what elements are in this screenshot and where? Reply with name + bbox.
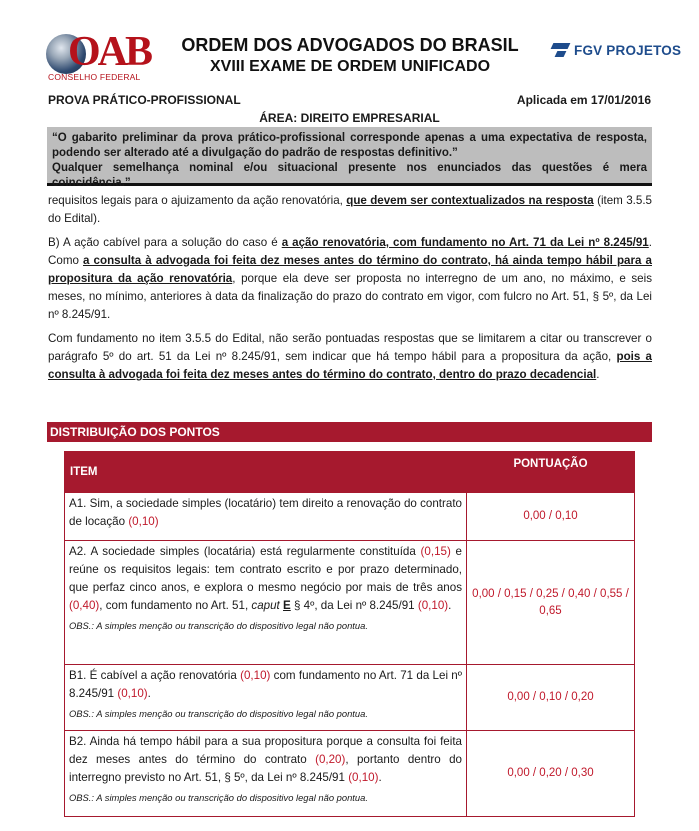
item-score: (0,40) [69, 599, 100, 612]
table-header-row [65, 452, 635, 493]
item-cell-a1 [65, 493, 467, 541]
item-cell-b1 [65, 665, 467, 731]
paragraph-requisitos [48, 192, 652, 228]
paragraph-text: Com fundamento no item 3.5.5 do Edital, não serão pontuadas respostas que se limitarem a citar ou transcrever o parágrafo 5º do art. 51 da Lei nº 8.245/91, sem indicar que há tempo hábil para a propositura da ação, [48, 332, 652, 363]
paragraph-emphasis: a consulta à advogada foi feita dez meses antes do término do contrato, há ainda tempo hábil para a propositura da ação renovatória [48, 254, 652, 285]
item-score: (0,15) [420, 545, 451, 558]
item-obs-note: OBS.: A simples menção ou transcrição do dispositivo legal não pontua. [69, 792, 368, 803]
paragraph-text: . [596, 368, 600, 381]
item-obs-note: OBS.: A simples menção ou transcrição do dispositivo legal não pontua. [69, 620, 368, 631]
item-score: (0,10) [128, 515, 159, 528]
points-cell-b2: 0,00 / 0,20 / 0,30 [467, 731, 635, 817]
item-score: (0,10) [417, 599, 449, 612]
item-text: B2. Ainda há tempo hábil para a sua propositura porque a consulta foi feita dez meses antes do término do contrato [69, 735, 462, 766]
item-score: (0,10) [240, 669, 271, 682]
item-text: com fundamento no Art. 71 da Lei nº 8.245/91 [69, 669, 462, 700]
notice-line-2: Qualquer semelhança nominal e/ou situacional presente nos enunciados das questões é mera coincidência.” [52, 162, 647, 189]
paragraph-text: (item 3.5.5 do Edital). [48, 194, 652, 225]
column-header-item: ITEM [65, 452, 467, 493]
table-row [65, 493, 635, 541]
oab-logo-letters: OAB [68, 29, 151, 75]
item-obs-note: OBS.: A simples menção ou transcrição do dispositivo legal não pontua. [69, 708, 368, 719]
item-text: A2. A sociedade simples (locatária) está regularmente constituída [69, 545, 421, 558]
oab-logo-subtitle: CONSELHO FEDERAL [48, 72, 141, 82]
notice-line-1: “O gabarito preliminar da prova prático-profissional corresponde apenas a uma expectativa de resposta, podendo ser alterado até a divulgação do padrão de respostas definitivo.” [52, 132, 647, 159]
item-text-italic: caput [251, 599, 280, 612]
item-text: § 4º, da Lei nº 8.245/91 [290, 599, 418, 612]
points-cell-b1: 0,00 / 0,10 / 0,20 [467, 665, 635, 731]
fgv-logo [550, 40, 681, 60]
item-text: . [147, 687, 151, 700]
item-text: e reúne os requisitos legais: tem contrato escrito e por prazo determinado, que perfaz cinco anos, e explora o mesmo negócio por mais de três anos [69, 545, 463, 594]
page-title: ORDEM DOS ADVOGADOS DO BRASIL [181, 35, 519, 55]
item-text: , com fundamento no Art. 51, [99, 599, 252, 612]
item-text-bold: E [283, 599, 291, 612]
notice-box [47, 127, 652, 189]
paragraph-edital [48, 330, 652, 384]
exam-type: PROVA PRÁTICO-PROFISSIONAL [48, 93, 241, 107]
fgv-mark-icon [550, 43, 570, 57]
item-text: . [448, 599, 452, 612]
item-text: A1. Sim, a sociedade simples (locatário) tem direito a renovação do contrato de locação [69, 497, 462, 528]
item-score: (0,20) [315, 753, 346, 766]
fgv-logo-text: FGV PROJETOS [574, 42, 682, 58]
exam-title: XVIII EXAME DE ORDEM UNIFICADO [209, 58, 491, 75]
item-text: B1. É cabível a ação renovatória [69, 669, 241, 682]
table-row [65, 541, 635, 665]
section-title-distribution: DISTRIBUIÇÃO DOS PONTOS [47, 422, 652, 442]
oab-logo [46, 29, 151, 82]
points-table [64, 451, 635, 817]
area-heading: ÁREA: DIREITO EMPRESARIAL [259, 111, 440, 125]
paragraph-emphasis: pois a consulta à advogada foi feita dez meses antes do término do contrato, dentro do prazo decadencial [48, 350, 652, 381]
item-text: . [378, 771, 382, 784]
item-score: (0,10) [348, 771, 379, 784]
column-header-points: PONTUAÇÃO [467, 452, 635, 493]
item-cell-b2 [65, 731, 467, 817]
item-text: , portanto dentro do interregno previsto no Art. 51, § 5º, da Lei nº 8.245/91 [69, 753, 462, 784]
applied-date: Aplicada em 17/01/2016 [516, 93, 651, 107]
paragraph-emphasis: a ação renovatória, com fundamento no Art. 71 da Lei nº 8.245/91 [281, 236, 649, 249]
paragraph-text: requisitos legais para o ajuizamento da ação renovatória, [48, 194, 347, 207]
paragraph-text: , porque ela deve ser proposta no interregno de um ano, no máximo, e seis meses, no mínimo, anteriores à data da finalização do prazo do contrato em vigor, com fulcro no Art. 51, § 5º, da Lei nº 8.245/91. [48, 272, 652, 321]
points-cell-a1: 0,00 / 0,10 [467, 493, 635, 541]
paragraph-answer-b [48, 234, 652, 324]
table-row [65, 731, 635, 817]
paragraph-emphasis: que devem ser contextualizados na resposta [346, 194, 594, 207]
points-cell-a2: 0,00 / 0,15 / 0,25 / 0,40 / 0,55 / 0,65 [467, 541, 635, 665]
item-cell-a2 [65, 541, 467, 665]
paragraph-text: B) A ação cabível para a solução do caso é [48, 236, 282, 249]
item-score: (0,10) [117, 687, 148, 700]
table-row [65, 665, 635, 731]
paragraph-text: . Como [48, 236, 652, 267]
